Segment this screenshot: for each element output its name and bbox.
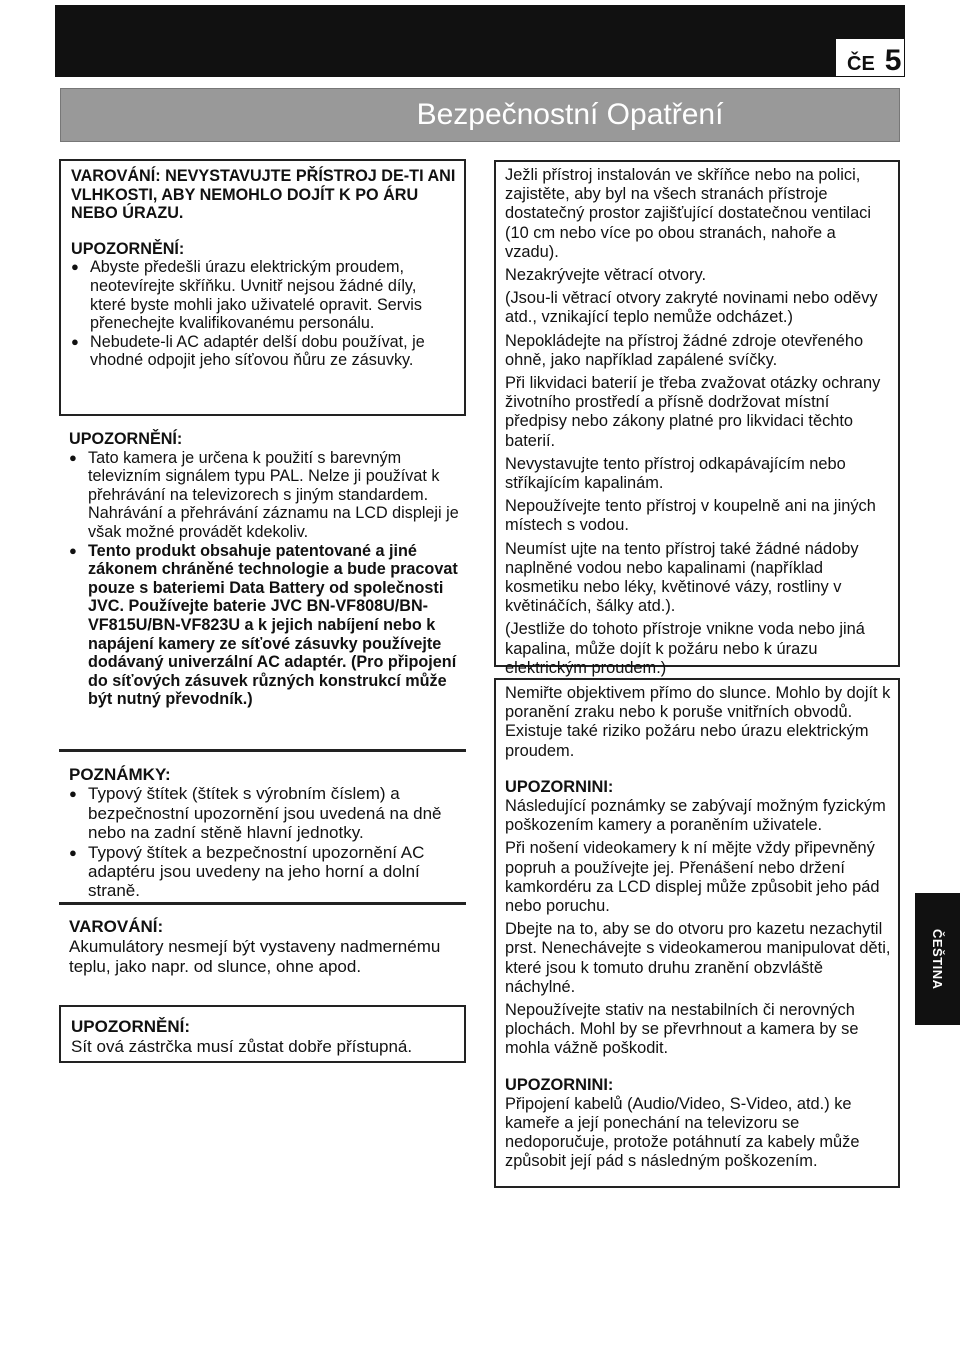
caution-item: ● Nebudete-li AC adaptér delší dobu používat, je vhodné odpojit jeho síťovou ňůru ze zásuvky. xyxy=(71,333,456,370)
paragraph: Při nošení videokamery k ní mějte vždy připevněný popruh a používejte jej. Přenášení nebo držení kamkordéru za LCD displej může způsobit jeho pád nebo poruchu. xyxy=(505,839,880,916)
title-bar xyxy=(60,88,900,142)
paragraph: (Jsou-li větrací otvory zakryté novinami nebo oděvy atd., vznikající teplo nemůže odcházet.) xyxy=(505,289,878,327)
note-item: ● Typový štítek (štítek s výrobním číslem) a bezpečnostní upozornění jsou uvedená na dně nebo na zadní stěně hlavní jednotky. xyxy=(69,784,465,842)
notes-heading: POZNÁMKY: xyxy=(69,765,171,784)
caution-heading: UPOZORNINI: xyxy=(505,777,614,796)
paragraph: (Jestliže do tohoto přístroje vnikne voda nebo jiná kapalina, může dojít k požáru nebo k úrazu elektrickým proudem.) xyxy=(505,620,865,677)
header-bar xyxy=(55,5,905,77)
paragraph: Ježli přístroj instalován ve skříňce nebo na polici, zajistěte, aby byl na všech stranách přístroje dostatečný prostor zajišťující dostatečnou ventilaci (10 cm nebo více po obou stranách, nahoře a vzadu). xyxy=(505,166,872,261)
caution-heading: UPOZORNINI: xyxy=(505,1075,614,1094)
caution-section xyxy=(69,430,465,709)
paragraph: Připojení kabelů (Audio/Video, S-Video, atd.) ke kameře a její ponechání na televizoru se nedoporučuje, protože potáhnutí za kabely může způsobit její pád s následným poškozením. xyxy=(505,1094,860,1171)
divider xyxy=(59,749,466,752)
paragraph: Nemiřte objektivem přímo do slunce. Mohlo by dojít k poranění zraku nebo k poruše vnitřních obvodů. Existuje také riziko požáru nebo úrazu elektrickým proudem. xyxy=(505,684,891,760)
side-tab-label: ČEŠTINA xyxy=(930,928,945,990)
warning-section xyxy=(69,917,465,977)
caution-box-plug xyxy=(59,1005,466,1063)
note-item: ● Typový štítek a bezpečnostní upozornění AC adaptéru jsou uvedeny na jeho horní a dolní straně. xyxy=(69,843,465,901)
paragraph: Při likvidaci baterií je třeba zvažovat otázky ochrany životního prostředí a přísně dodržovat místní předpisy nebo zákony platné pro likvidaci těchto baterií. xyxy=(505,374,881,450)
page-number-value: 5 xyxy=(884,44,902,77)
camera-caution-box xyxy=(494,678,900,1188)
caution-item: ● Tato kamera je určena k použití s barevným televizním signálem typu PAL. Nelze ji používat k přehrávání na televizorech s jiným standardem. Nahrávání a přehrávání záznamu na LCD displeji je však možné provádět kdekoliv. xyxy=(69,449,465,542)
page-title: Bezpečnostní Opatření xyxy=(416,98,724,131)
paragraph: Nepoužívejte tento přístroj v koupelně ani na jiných místech s vodou. xyxy=(505,497,876,535)
paragraph: Nepokládejte na přístroj žádné zdroje otevřeného ohně, jako například zapálené svíčky. xyxy=(505,331,864,369)
page-number xyxy=(847,44,901,78)
paragraph: Následující poznámky se zabývají možným fyzickým poškozením kamery a poraněním uživatele. xyxy=(505,797,886,835)
ventilation-box xyxy=(494,160,900,677)
paragraph: Nepoužívejte stativ na nestabilních či nerovných plochách. Mohl by se převrhnout a kamera by se mohla vážně poškodit. xyxy=(505,1001,859,1058)
caution-heading: UPOZORNĚNÍ: xyxy=(69,430,183,448)
caution-item-battery: ● Tento produkt obsahuje patentované a jiné zákonem chráněné technologie a bude pracovat pouze s bateriemi Data Battery od společnosti JVC. Používejte baterie JVC BN-VF808U/BN-VF815U/BN-VF823U a k jejich nabíjení nebo k napájení kamery ze síťové zásuvky používejte dodávaný univerzální AC adaptér. (Pro připojení do síťových zásuvek různých konstrukcí může být nutný převodník.) xyxy=(69,542,465,709)
notes-section xyxy=(69,765,465,901)
paragraph: Nezakrývejte větrací otvory. xyxy=(505,266,707,285)
caution-item: ● Abyste předešli úrazu elektrickým proudem, neotevírejte skříňku. Uvnitř nejsou žádné díly, které byste mohli jako uživatelé opravit. Servis přenechejte kvalifikovanému personálu. xyxy=(71,258,456,332)
caution-heading: UPOZORNĚNÍ: xyxy=(71,239,185,258)
language-code: ČE xyxy=(847,53,875,75)
paragraph: Dbejte na to, aby se do otvoru pro kazetu nezachytil prst. Nenechávejte s videokamerou manipulovat děti, které jsou k tomuto druhu zranění obzvláště náchylné. xyxy=(505,920,891,996)
divider xyxy=(59,902,466,905)
language-side-tab xyxy=(915,893,960,1025)
paragraph: Nevystavujte tento přístroj odkapávajícím nebo stříkajícím kapalinám. xyxy=(505,454,846,493)
caution-text: Sít ová zástrčka musí zůstat dobře přístupná. xyxy=(71,1037,413,1056)
warning2-heading: VAROVÁNÍ: xyxy=(69,917,164,936)
warning2-text: Akumulátory nesmejí být vystaveny nadmernému teplu, jako napr. od slunce, ohne apod. xyxy=(69,937,441,976)
warning-heading: VAROVÁNÍ: NEVYSTAVUJTE PŘÍSTROJ DE-TI ANI VLHKOSTI, ABY NEMOHLO DOJÍT K PO ÁRU NEBO ÚRAZU. xyxy=(71,167,456,223)
warning-box xyxy=(59,159,466,416)
caution-heading: UPOZORNĚNÍ: xyxy=(71,1017,190,1036)
paragraph: Neumíst ujte na tento přístroj také žádné nádoby naplněné vodou nebo kapalinami (například kosmetiku nebo léky, květinové vázy, rostliny v květináčích, šálky atd.). xyxy=(505,539,859,616)
